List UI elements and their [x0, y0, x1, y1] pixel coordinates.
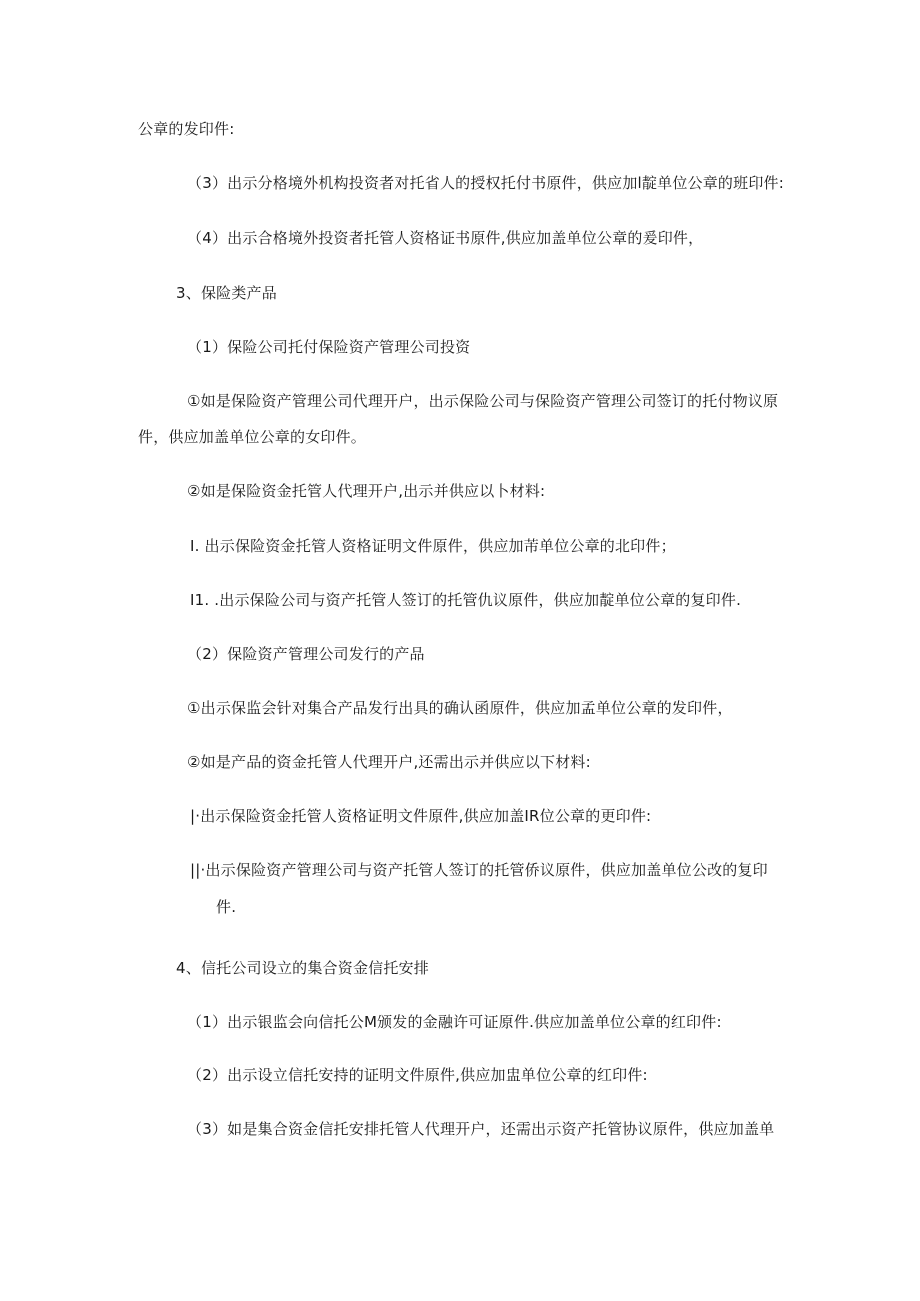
section-heading-insurance: 3、保险类产品: [176, 284, 277, 302]
text-line-2: （3）出示分格境外机构投资者对托省人的授权托付书原件，供应加l靛单位公章的班印件:: [187, 174, 784, 192]
text-line-6: ①如是保险资产管理公司代理开户，出示保险公司与保险资产管理公司签订的托付物议原: [187, 392, 779, 410]
text-line-20: （3）如是集合资金信托安排托管人代理开户，还需出示资产托管协议原件，供应加盖单: [187, 1120, 775, 1138]
text-line-10: I1. .出示保险公司与资产托管人签订的托管仇议原件，供应加靛单位公章的复印件.: [190, 591, 742, 609]
text-line-8: ②如是保险资金托管人代理开户,出示并供应以卜材料:: [187, 482, 546, 500]
text-line-18: （1）出示银监会向信托公M颁发的金融许可证原件.供应加盖单位公章的红印件:: [187, 1013, 722, 1031]
text-line-5: （1）保险公司托付保险资产管理公司投资: [187, 338, 471, 356]
section-heading-trust: 4、信托公司设立的集合资金信托安排: [176, 959, 429, 977]
text-line-3: （4）出示合格境外投资者托管人资格证书原件,供应加盖单位公章的爰印件，: [187, 229, 704, 247]
text-line-16: 件.: [216, 898, 237, 916]
text-line-7: 件，供应加盖单位公章的女印件。: [138, 428, 367, 446]
text-line-14: |·出示保险资金托管人资格证明文件原件,供应加盖IR位公章的更印件:: [190, 807, 652, 825]
text-line-19: （2）出示设立信托安持的证明文件原件,供应加盅单位公章的红印件:: [187, 1066, 648, 1084]
text-line-13: ②如是产品的资金托管人代理开户,还需出示并供应以下材料:: [187, 753, 591, 771]
text-line-9: I. 出示保险资金托管人资格证明文件原件，供应加芾单位公章的北印件；: [190, 537, 676, 555]
text-line-12: ①出示保监会针对集合产品发行出具的确认函原件，供应加孟单位公章的发印件，: [187, 699, 733, 717]
text-line-1: 公章的发印件:: [138, 120, 235, 138]
text-line-11: （2）保险资产管理公司发行的产品: [187, 645, 425, 663]
text-line-15: ||·出示保险资产管理公司与资产托管人签订的托管侨议原件，供应加盖单位公改的复印: [190, 861, 768, 879]
